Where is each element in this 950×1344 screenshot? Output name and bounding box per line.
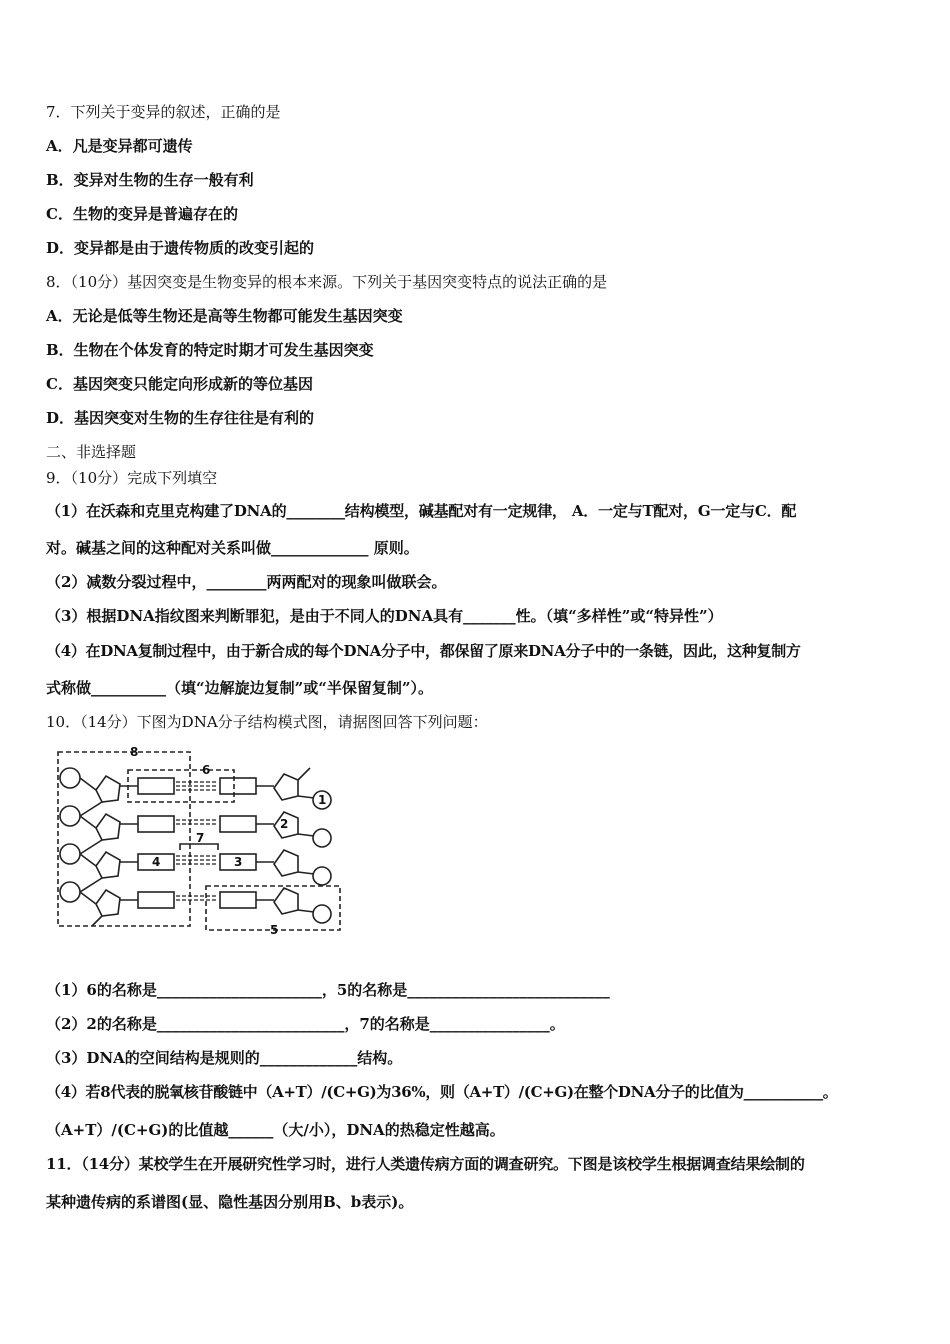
label-3: 3 bbox=[234, 855, 243, 869]
q8-option-b: B．生物在个体发育的特定时期才可发生基因突变 bbox=[46, 341, 374, 359]
q7-option-a: A．凡是变异都可遗传 bbox=[46, 137, 193, 155]
question-11-stem: 11．（14分）某校学生在开展研究性学习时，进行人类遗传病方面的调查研究。下图是该校学生根据调查结果绘制的 bbox=[46, 1155, 805, 1173]
q8-option-a: A．无论是低等生物还是高等生物都可能发生基因突变 bbox=[46, 307, 403, 325]
q8-option-c: C．基因突变只能定向形成新的等位基因 bbox=[46, 375, 313, 393]
region-6-box bbox=[128, 770, 234, 802]
q9-part2: （2）减数分裂过程中，________两两配对的现象叫做联会。 bbox=[46, 573, 447, 591]
q7-option-d: D．变异都是由于遗传物质的改变引起的 bbox=[46, 239, 315, 257]
question-8-stem: 8．（10分）基因突变是生物变异的根本来源。下列关于基因突变特点的说法正确的是 bbox=[46, 273, 608, 291]
label-5: 5 bbox=[270, 923, 279, 936]
question-10-stem: 10．（14分）下图为DNA分子结构模式图，请据图回答下列问题： bbox=[46, 713, 488, 731]
q10-part4-line2: （A+T）/(C+G)的比值越______（大/小），DNA的热稳定性越高。 bbox=[46, 1121, 505, 1139]
q9-part3: （3）根据DNA指纹图来判断罪犯，是由于不同人的DNA具有_______性。（填“多样性”或“特异性”） bbox=[46, 607, 723, 625]
label-2: 2 bbox=[280, 817, 289, 831]
dna-structure-diagram bbox=[52, 744, 344, 936]
question-7-stem: 7．下列关于变异的叙述，正确的是 bbox=[46, 103, 281, 121]
question-9-stem: 9．（10分）完成下列填空 bbox=[46, 469, 218, 487]
q9-part1-line1: （1）在沃森和克里克构建了DNA的________结构模型，碱基配对有一定规律， A．一定与T配对，G一定与C．配 bbox=[46, 502, 797, 520]
label-7: 7 bbox=[196, 831, 205, 845]
label-8: 8 bbox=[130, 745, 139, 759]
q7-option-c: C．生物的变异是普遍存在的 bbox=[46, 205, 238, 223]
q8-option-d: D．基因突变对生物的生存往往是有利的 bbox=[46, 409, 315, 427]
label-6: 6 bbox=[202, 763, 211, 777]
question-11-continued: 某种遗传病的系谱图(显、隐性基因分别用B、b表示)。 bbox=[46, 1193, 414, 1211]
q9-part1-line2: 对。碱基之间的这种配对关系叫做_____________ 原则。 bbox=[46, 539, 419, 557]
label-4: 4 bbox=[152, 855, 161, 869]
q10-part3: （3）DNA的空间结构是规则的_____________结构。 bbox=[46, 1049, 403, 1067]
q7-option-b: B．变异对生物的生存一般有利 bbox=[46, 171, 254, 189]
label-1: 1 bbox=[318, 793, 327, 807]
q10-part2: （2）2的名称是_________________________，7的名称是________________。 bbox=[46, 1015, 565, 1033]
q10-part1: （1）6的名称是______________________，5的名称是___________________________ bbox=[46, 981, 610, 999]
q9-part4-line2: 式称做__________（填“边解旋边复制”或“半保留复制”）。 bbox=[46, 679, 434, 697]
q10-part4-line1: （4）若8代表的脱氧核苷酸链中（A+T）/(C+G)为36%，则（A+T）/(C+G)在整个DNA分子的比值为___________。 bbox=[46, 1083, 838, 1101]
section-heading: 二、非选择题 bbox=[46, 443, 137, 461]
q9-part4-line1: （4）在DNA复制过程中，由于新合成的每个DNA分子中，都保留了原来DNA分子中的一条链，因此，这种复制方 bbox=[46, 642, 801, 660]
